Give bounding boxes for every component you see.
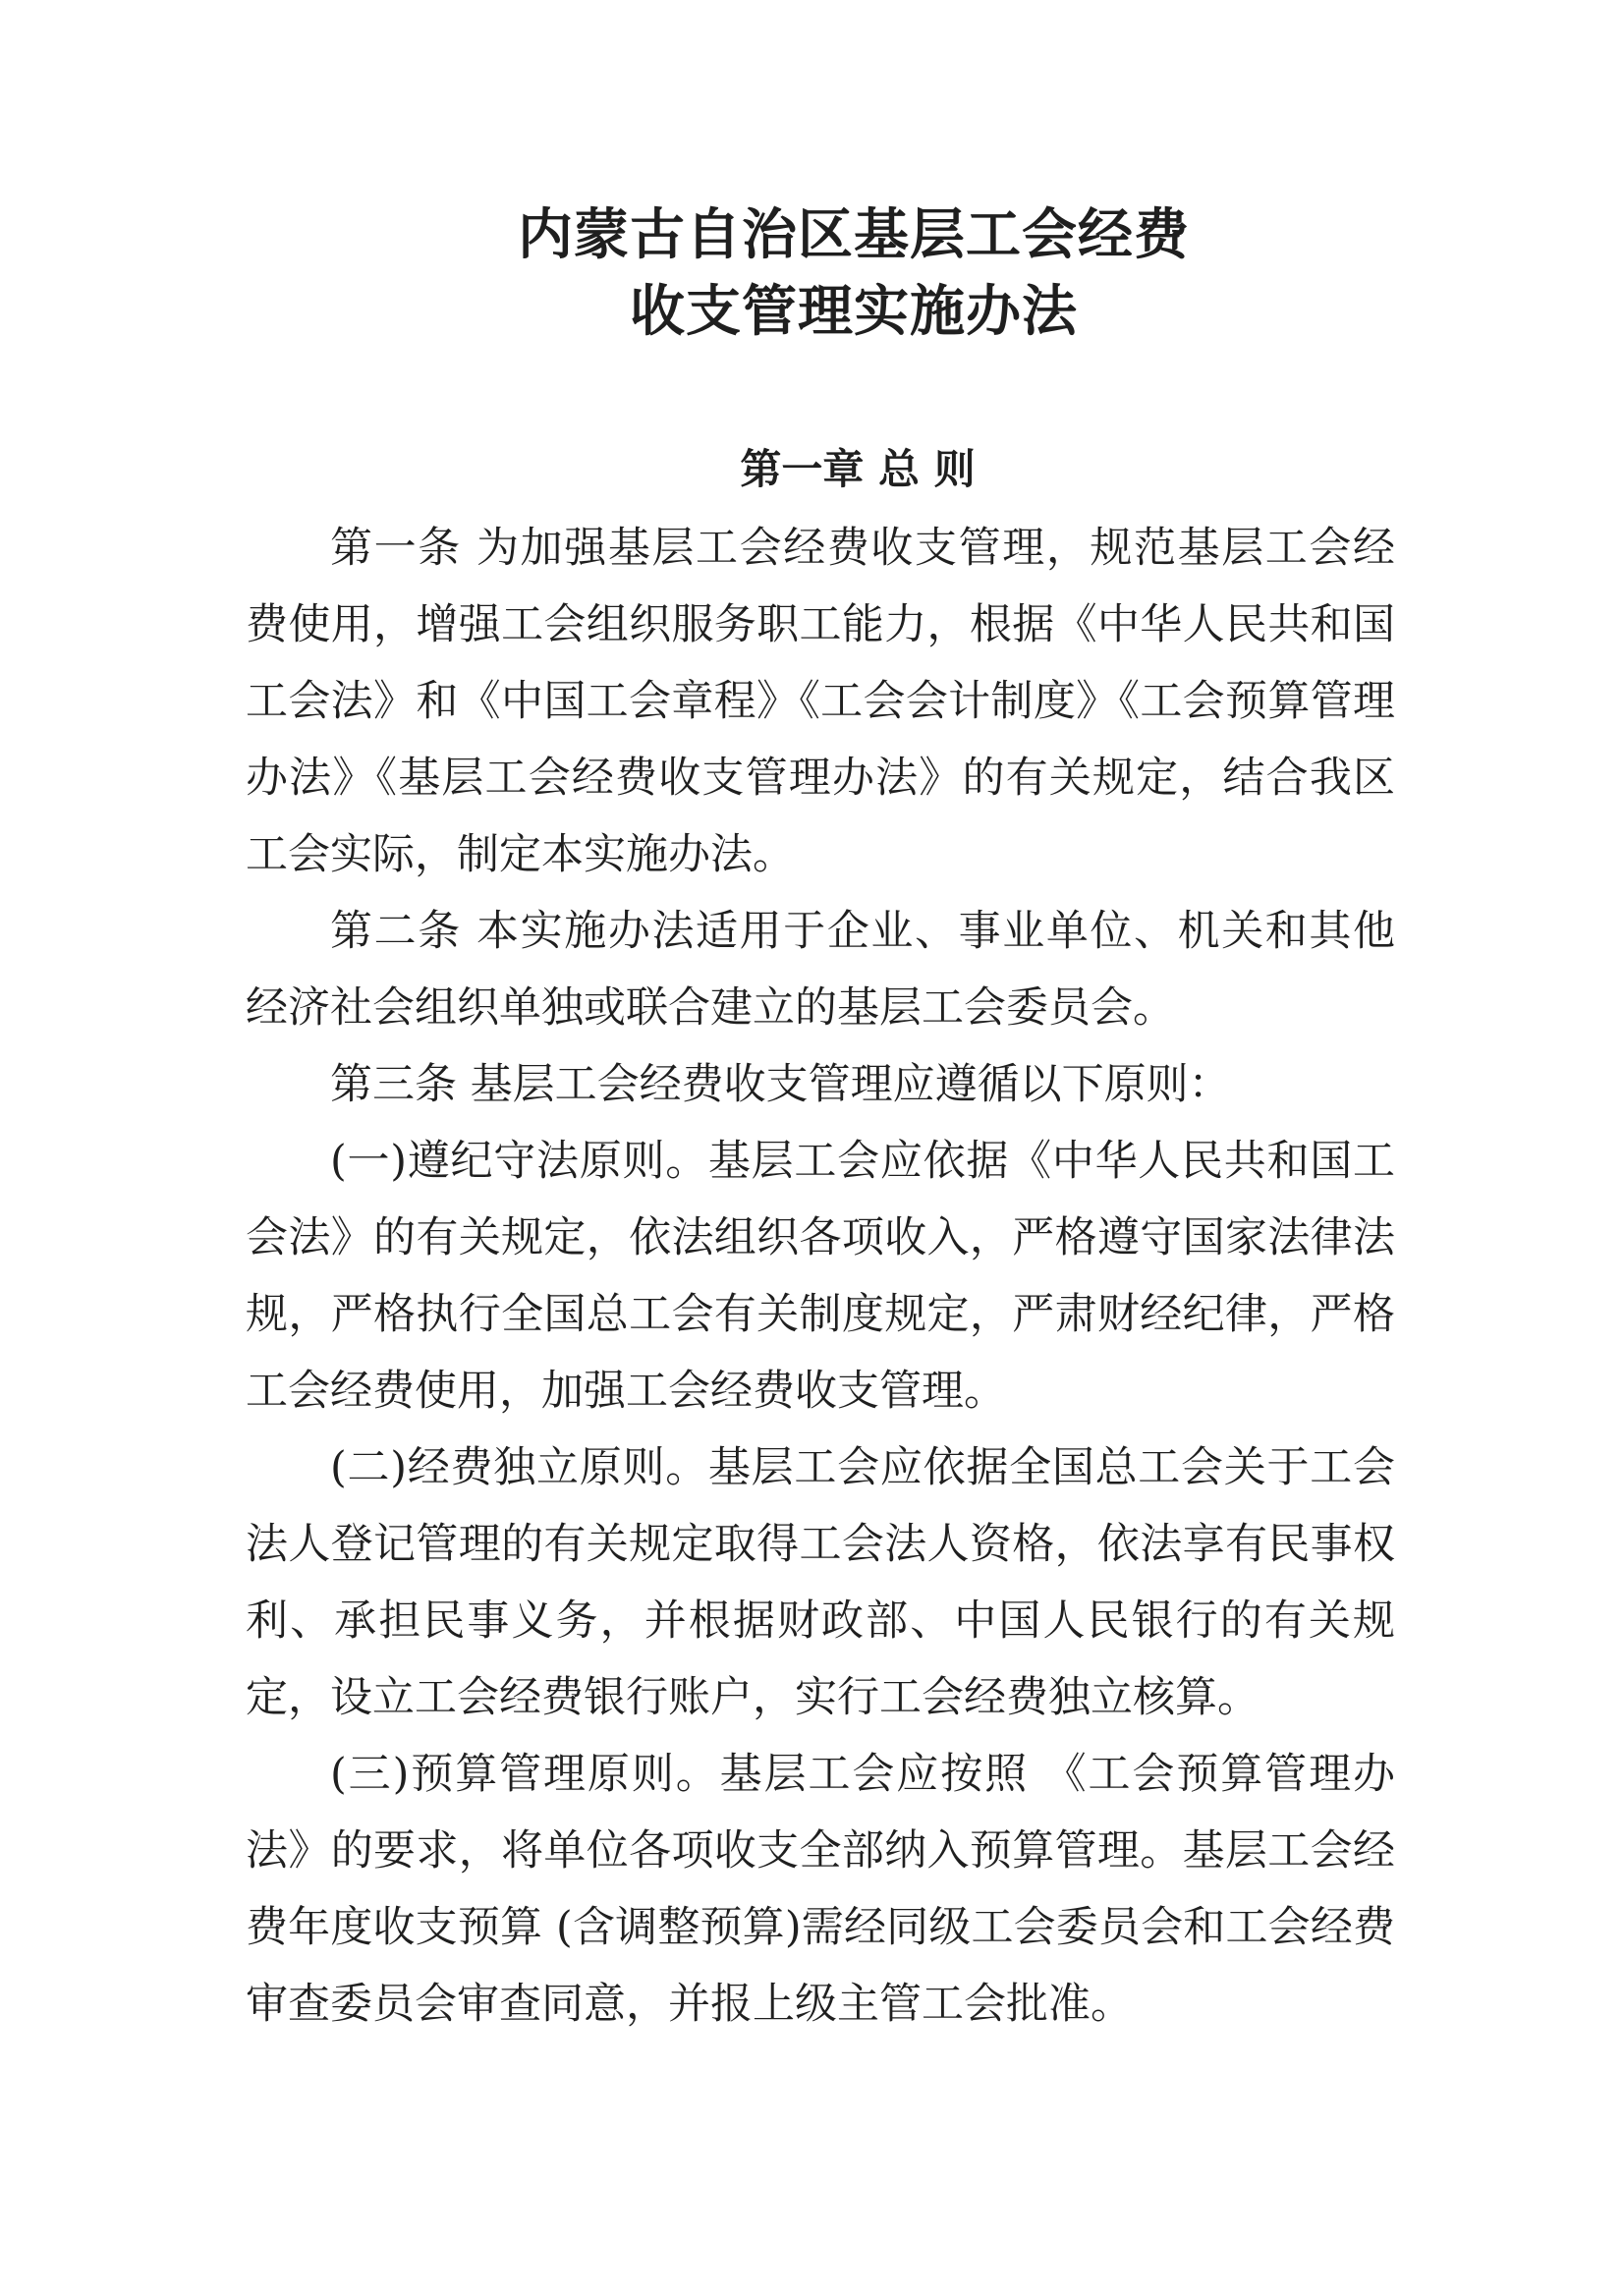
chapter-heading: 第一章 总 则 xyxy=(740,445,976,493)
document-body xyxy=(246,510,1395,2043)
document-title-line2: 收支管理实施办法 xyxy=(630,279,1078,344)
paragraph-principle-2: (二)经费独立原则。基层工会应依据全国总工会关于工会法人登记管理的有关规定取得工会法人资格，依法享有民事权利、承担民事义务，并根据财政部、中国人民银行的有关规定，设立工会经费银行账户，实行工会经费独立核算。 xyxy=(246,1443,1395,1722)
paragraph-principle-1: (一)遵纪守法原则。基层工会应依据《中华人民共和国工会法》的有关规定，依法组织各项收入，严格遵守国家法律法规，严格执行全国总工会有关制度规定，严肃财经纪律，严格工会经费使用，加强工会经费收支管理。 xyxy=(246,1137,1395,1416)
document-title xyxy=(279,196,1428,350)
paragraph-article-1: 第一条 为加强基层工会经费收支管理，规范基层工会经费使用，增强工会组织服务职工能力，根据《中华人民共和国工会法》和《中国工会章程》《工会会计制度》《工会预算管理办法》《基层工会经费收支管理办法》的有关规定，结合我区工会实际，制定本实施办法。 xyxy=(246,524,1395,879)
paragraph-article-3: 第三条 基层工会经费收支管理应遵循以下原则： xyxy=(330,1060,1231,1109)
paragraph-article-2: 第二条 本实施办法适用于企业、事业单位、机关和其他经济社会组织单独或联合建立的基层工会委员会。 xyxy=(246,907,1395,1033)
document-title-line1: 内蒙古自治区基层工会经费 xyxy=(518,202,1190,267)
paragraph-principle-3: (三)预算管理原则。基层工会应按照 《工会预算管理办法》的要求，将单位各项收支全部纳入预算管理。基层工会经费年度收支预算 (含调整预算)需经同级工会委员会和工会经费审查委员会审查同意，并报上级主管工会批准。 xyxy=(246,1750,1395,2029)
